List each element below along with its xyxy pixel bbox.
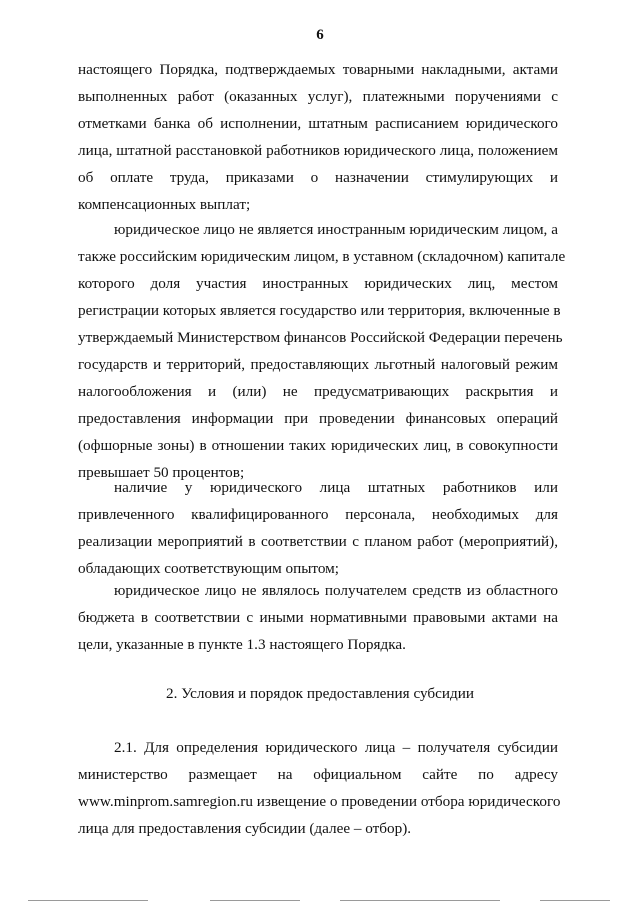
text-line: настоящего Порядка, подтверждаемых товарными накладными, актами [78,61,558,78]
text-line: обладающих соответствующим опытом; [78,560,339,577]
text-line: лица для предоставления субсидии (далее – отбор). [78,820,412,837]
text-line: государств и территорий, предоставляющих льготный налоговый режим [78,356,558,373]
page-number: 6 [316,27,324,43]
text-line: юридическое лицо не являлось получателем средств из областного [114,582,558,599]
paragraph-order-confirmation [78,56,558,218]
text-line: отметками банка об исполнении, штатным расписанием юридического [78,115,558,132]
text-line: налогообложения и (или) не предусматривающих раскрытия и [78,383,558,400]
text-line: которого доля участия иностранных юридических лиц, местом [78,275,558,292]
text-line: цели, указанные в пункте 1.3 настоящего Порядка. [78,636,406,653]
text-line: лица, штатной расстановкой работников юридического лица, положением [78,142,558,159]
text-line: www.minprom.samregion.ru извещение о проведении отбора юридического [78,793,561,810]
paragraph-foreign-entity [78,216,566,486]
text-line: регистрации которых является государство или территория, включенные в [78,302,561,319]
paragraph-2-1-selection [78,734,561,842]
text-line: выполненных работ (оказанных услуг), платежными поручениями с [78,88,558,105]
text-line: предоставления информации при проведении финансовых операций [78,410,558,427]
paragraph-staff-availability [78,474,558,582]
text-line: компенсационных выплат; [78,196,251,213]
paragraph-no-other-funding [78,577,558,658]
text-line: бюджета в соответствии с иными нормативными правовыми актами на [78,609,558,626]
text-line: 2.1. Для определения юридического лица – получателя субсидии [114,739,558,756]
section-heading: 2. Условия и порядок предоставления субсидии [166,685,474,702]
text-line: реализации мероприятий в соответствии с планом работ (мероприятий), [78,533,558,550]
text-line: министерство размещает на официальном сайте по адресу [78,766,558,783]
scan-edge-marks [0,897,640,905]
text-line: привлеченного квалифицированного персонала, необходимых для [78,506,558,523]
text-line: наличие у юридического лица штатных работников или [114,479,558,496]
text-line: (офшорные зоны) в отношении таких юридических лиц, в совокупности [78,437,558,454]
text-line: превышает 50 процентов; [78,464,245,481]
text-line: утверждаемый Министерством финансов Российской Федерации перечень [78,329,563,346]
text-line: также российским юридическим лицом, в уставном (складочном) капитале [78,248,566,265]
text-line: юридическое лицо не является иностранным юридическим лицом, а [114,221,558,238]
text-line: об оплате труда, приказами о назначении стимулирующих и [78,169,558,186]
